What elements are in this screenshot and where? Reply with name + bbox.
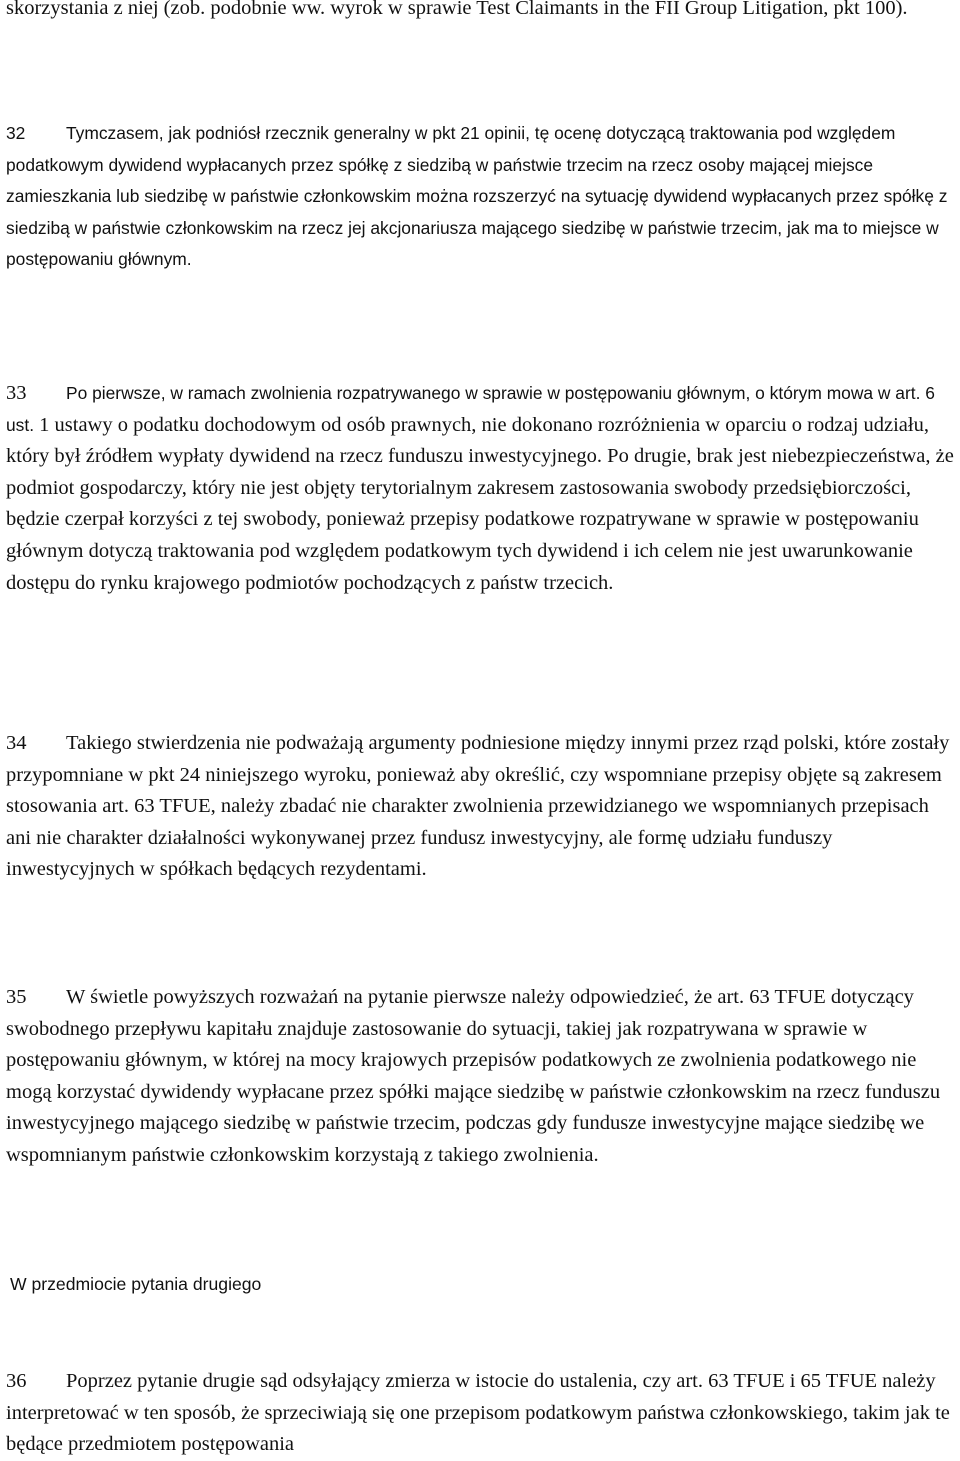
paragraph-text: Poprzez pytanie drugie sąd odsyłający zmierza w istocie do ustalenia, czy art. 63 TFUE i 65 TFUE należy interpretować w ten sposób, że sprzeciwiają się one przepisom podatkowym państwa członkowskiego, takim jak te będące przedmiotem postępowania	[6, 1370, 950, 1456]
paragraph-33	[6, 378, 958, 599]
paragraph-text: Tymczasem, jak podniósł rzecznik generalny w pkt 21 opinii, tę ocenę dotyczącą traktowania pod względem podatkowym dywidend wypłacanych przez spółkę z siedzibą w państwie trzecim na rzecz osoby mającej miejsce zamieszkania lub siedzibę w państwie członkowskim można rozszerzyć na sytuację dywidend wypłacanych przez spółkę z siedzibą w państwie członkowskim na rzecz jej akcjonariusza mającego siedzibę w państwie trzecim, jak ma to miejsce w postępowaniu głównym.	[6, 123, 948, 270]
paragraph-32	[6, 118, 958, 276]
paragraph-text: Takiego stwierdzenia nie podważają argumenty podniesione między innymi przez rząd polski, które zostały przypomniane w pkt 24 niniejszego wyroku, ponieważ aby określić, czy wspomniane przepisy objęte są zakresem stosowania art. 63 TFUE, należy zbadać nie charakter zwolnienia przewidzianego we wspomnianych przepisach ani nie charakter działalności wykonywanej przez fundusz inwestycyjny, ale formę udziału funduszy inwestycyjnych w spółkach będących rezydentami.	[6, 732, 950, 881]
section-heading: W przedmiocie pytania drugiego	[10, 1274, 262, 1294]
intro-text: skorzystania z niej (zob. podobnie ww. wyrok w sprawie Test Claimants in the FII Group Litigation, pkt 100).	[6, 0, 908, 19]
paragraph-number: 34	[6, 732, 27, 754]
paragraph-text: W świetle powyższych rozważań na pytanie pierwsze należy odpowiedzieć, że art. 63 TFUE dotyczący swobodnego przepływu kapitału znajduje zastosowanie do sytuacji, takiej jak rozpatrywana w sprawie w postępowaniu głównym, w której na mocy krajowych przepisów podatkowych ze zwolnienia podatkowego nie mogą korzystać dywidendy wypłacane przez spółki mające siedzibę w państwie członkowskim na rzecz funduszu inwestycyjnego mającego siedzibę w państwie trzecim, podczas gdy fundusze inwestycyjne mające siedzibę we wspomnianym państwie członkowskim korzystają z takiego zwolnienia.	[6, 986, 941, 1166]
paragraph-text-part-1: Po pierwsze, w ramach zwolnienia rozpatrywanego w sprawie w postępowaniu głównym, o którym mowa w art. 6 ust.	[6, 383, 935, 435]
paragraph-number: 32	[6, 123, 26, 143]
paragraph-34	[6, 728, 958, 886]
paragraph-text-part-2: 1 ustawy o podatku dochodowym od osób prawnych, nie dokonano rozróżnienia w oparciu o rodzaj udziału, który był źródłem wypłaty dywidend na rzecz funduszu inwestycyjnego.	[6, 413, 929, 468]
paragraph-number: 33	[6, 382, 27, 404]
paragraph-number: 35	[6, 986, 27, 1008]
intro-paragraph	[6, 0, 958, 25]
paragraph-text-part-3: Po drugie, brak jest niebezpieczeństwa, że podmiot gospodarczy, który nie jest objęty terytorialnym zakresem zastosowania swobody przedsiębiorczości, będzie czerpał korzyści z tej swobody, ponieważ przepisy podatkowe rozpatrywane w sprawie w postępowaniu głównym dotyczą traktowania pod względem podatkowym tych dywidend i ich celem nie jest uwarunkowanie dostępu do rynku krajowego podmiotów pochodzących z państw trzecich.	[6, 445, 954, 594]
paragraph-number: 36	[6, 1370, 27, 1392]
paragraph-36	[6, 1366, 958, 1461]
paragraph-35	[6, 982, 958, 1172]
